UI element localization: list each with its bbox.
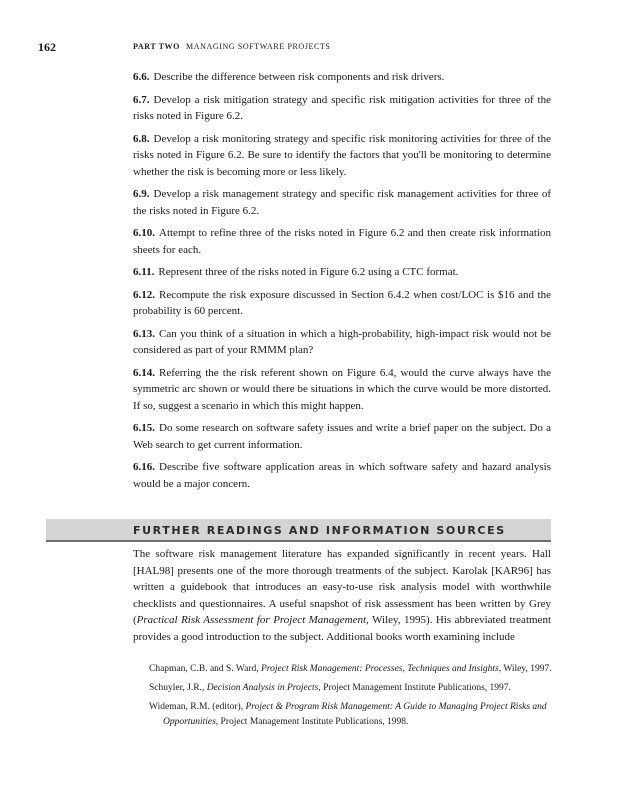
part-label: PART TWO [133, 42, 180, 51]
exercise-item [133, 131, 551, 181]
exercise-text: Develop a risk mitigation strategy and specific risk mitigation activities for three of the risks noted in Figure 6.2. [133, 93, 551, 122]
exercise-number: 6.13. [133, 327, 155, 340]
reference-title: Decision Analysis in Projects, [206, 683, 321, 693]
reference-list [149, 662, 552, 734]
exercise-list [133, 69, 551, 498]
exercise-item [133, 264, 551, 281]
exercise-text: Attempt to refine three of the risks noted in Figure 6.2 and then create risk information sheets for each. [133, 227, 551, 256]
reference-title: Project & Program Risk Management: A Guide to Managing Project Risks and Opportunities, [163, 702, 547, 727]
reference-item [149, 700, 552, 730]
paragraph-book-title: Practical Risk Assessment for Project Management, [136, 614, 369, 626]
exercise-text: Develop a risk management strategy and specific risk management activities for three of the risks noted in Figure 6.2. [133, 188, 551, 217]
body-paragraph [133, 546, 551, 645]
section-title: FURTHER READINGS AND INFORMATION SOURCES [133, 524, 506, 537]
exercise-text: Describe the difference between risk components and risk drivers. [153, 71, 445, 83]
exercise-item [133, 420, 551, 453]
reference-item [149, 681, 552, 696]
exercise-item [133, 459, 551, 492]
exercise-text: Represent three of the risks noted in Figure 6.2 using a CTC format. [158, 266, 459, 278]
exercise-text: Referring the the risk referent shown on Figure 6.4, would the curve always have the symmetric arc shown or would there be situations in which the curve would be more distorted. If so, suggest a scenario in which this might happen. [133, 366, 551, 412]
exercise-number: 6.11. [133, 266, 155, 278]
exercise-item [133, 186, 551, 219]
exercise-item [133, 326, 551, 359]
exercise-number: 6.16. [133, 461, 155, 473]
reference-authors: Wideman, R.M. (editor), [149, 702, 246, 712]
exercise-item [133, 287, 551, 320]
reference-authors: Schuyler, J.R., [149, 683, 207, 693]
paragraph-text-start: The software risk management literature has expanded significantly in recent years. Hall [HAL98] presents one of the more thorough treatments of the subject. Karolak [KAR96] has written a guidebook that introduces an easy-to-use risk analysis model with worthwhile checklists and questionnaires. A useful snapshot of risk assessment has been written by Grey ( [133, 548, 551, 626]
exercise-item [133, 225, 551, 258]
page-number: 162 [38, 40, 56, 54]
exercise-number: 6.14. [133, 366, 155, 379]
exercise-text: Do some research on software safety issues and write a brief paper on the subject. Do a Web search to get current information. [133, 422, 551, 451]
paragraph-text-end: Wiley, 1995). His abbreviated treatment provides a good introduction to the subject. Additional books worth examining include [133, 614, 551, 643]
exercise-number: 6.15. [133, 422, 155, 434]
running-header [0, 40, 637, 56]
reference-publisher: Project Management Institute Publications, 1997. [320, 683, 511, 693]
section-heading-bar [46, 519, 551, 542]
reference-publisher: Project Management Institute Publications, 1998. [218, 717, 409, 727]
part-title: MANAGING SOFTWARE PROJECTS [185, 42, 331, 51]
exercise-item [133, 69, 551, 86]
reference-item [149, 662, 552, 677]
reference-publisher: Wiley, 1997. [501, 664, 552, 674]
exercise-number: 6.8. [133, 132, 150, 145]
exercise-text: Describe five software application areas in which software safety and hazard analysis would be a major concern. [133, 461, 551, 490]
exercise-text: Can you think of a situation in which a high-probability, high-impact risk would not be considered as part of your RMMM plan? [133, 327, 551, 356]
exercise-text: Recompute the risk exposure discussed in Section 6.4.2 when cost/LOC is $16 and the probability is 60 percent. [133, 288, 551, 317]
exercise-number: 6.10. [133, 227, 155, 239]
reference-authors: Chapman, C.B. and S. Ward, [149, 664, 261, 674]
exercise-number: 6.12. [133, 288, 155, 301]
exercise-number: 6.7. [133, 93, 150, 106]
exercise-item [133, 365, 551, 415]
reference-title: Project Risk Management: Processes, Techniques and Insights, [261, 664, 502, 674]
exercise-text: Develop a risk monitoring strategy and specific risk monitoring activities for three of the risks noted in Figure 6.2. Be sure to identify the factors that you'll be monitoring to determine whether the risk is becoming more or less likely. [133, 132, 551, 178]
part-heading [133, 42, 331, 51]
exercise-item [133, 92, 551, 125]
exercise-number: 6.6. [133, 71, 150, 83]
exercise-number: 6.9. [133, 188, 150, 200]
